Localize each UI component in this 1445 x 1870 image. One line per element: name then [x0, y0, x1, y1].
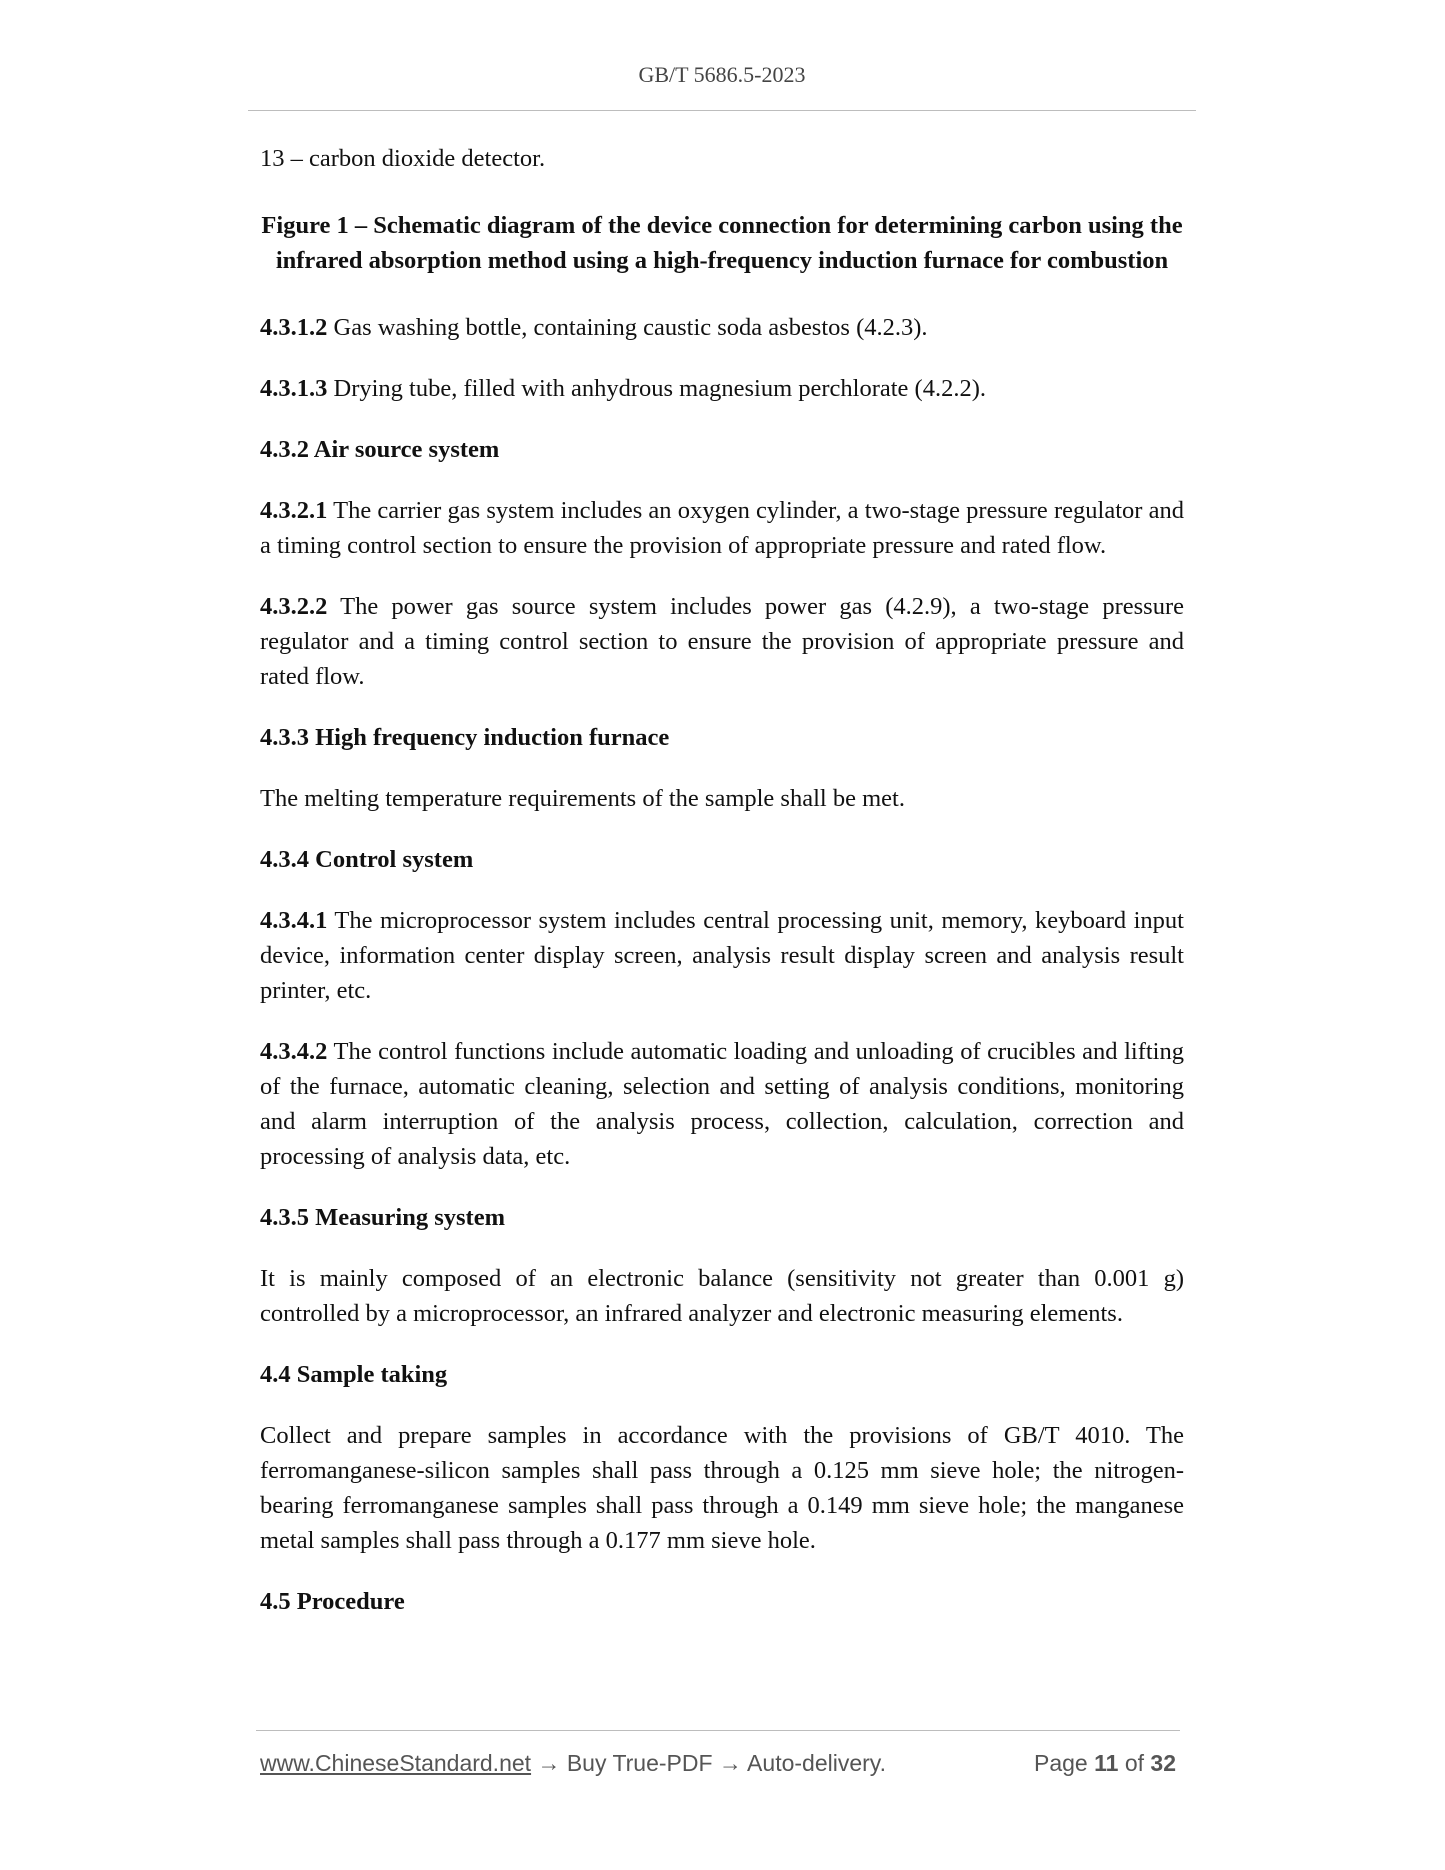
- page-content: [260, 141, 1184, 1645]
- page-total: 32: [1150, 1750, 1176, 1776]
- clause-text: The microprocessor system includes central processing unit, memory, keyboard input device, information center display screen, analysis result display screen and analysis result printer, etc.: [260, 907, 1184, 1004]
- clause-4-3-1-3: [260, 371, 1184, 406]
- figure-legend-item: 13 – carbon dioxide detector.: [260, 145, 546, 172]
- section-heading-4-5: 4.5 Procedure: [260, 1588, 405, 1615]
- clause-number: 4.3.1.2: [260, 314, 328, 341]
- section-heading-4-3-2: 4.3.2 Air source system: [260, 436, 500, 463]
- clause-4-3-2-1: [260, 493, 1184, 563]
- paragraph: It is mainly composed of an electronic balance (sensitivity not greater than 0.001 g) controlled by a microprocessor, an infrared analyzer and electronic measuring elements.: [260, 1265, 1184, 1327]
- section-heading-4-3-5: 4.3.5 Measuring system: [260, 1204, 505, 1231]
- clause-number: 4.3.2.2: [260, 593, 328, 620]
- clause-number: 4.3.4.1: [260, 907, 328, 934]
- section-heading-4-4: 4.4 Sample taking: [260, 1361, 448, 1388]
- paragraph: Collect and prepare samples in accordance with the provisions of GB/T 4010. The ferromanganese-silicon samples shall pass through a 0.125 mm sieve hole; the nitrogen-bearing ferromanganese samples shall pass through a 0.149 mm sieve hole; the manganese metal samples shall pass through a 0.177 mm sieve hole.: [260, 1422, 1184, 1554]
- clause-4-3-4-2: [260, 1034, 1184, 1174]
- header-divider: [248, 110, 1196, 111]
- page-current: 11: [1094, 1750, 1119, 1776]
- page-of: of: [1124, 1750, 1145, 1776]
- section-heading-4-3-4: 4.3.4 Control system: [260, 846, 474, 873]
- promo-text: → Buy True-PDF → Auto-delivery.: [531, 1750, 886, 1776]
- page-label: Page: [1034, 1750, 1088, 1776]
- clause-4-3-4-1: [260, 903, 1184, 1008]
- clause-text: Gas washing bottle, containing caustic soda asbestos (4.2.3).: [333, 314, 928, 341]
- section-heading-4-3-3: 4.3.3 High frequency induction furnace: [260, 724, 670, 751]
- footer-divider: [256, 1730, 1180, 1731]
- paragraph: The melting temperature requirements of the sample shall be met.: [260, 785, 905, 812]
- clause-number: 4.3.4.2: [260, 1038, 328, 1065]
- running-header: GB/T 5686.5-2023: [638, 62, 806, 87]
- clause-text: The power gas source system includes power gas (4.2.9), a two-stage pressure regulator and a timing control section to ensure the provision of appropriate pressure and rated flow.: [260, 593, 1184, 690]
- clause-4-3-2-2: [260, 589, 1184, 694]
- clause-4-3-1-2: [260, 310, 1184, 345]
- figure-caption: Figure 1 – Schematic diagram of the device connection for determining carbon using the infrared absorption method using a high-frequency induction furnace for combustion: [261, 212, 1183, 274]
- clause-text: The control functions include automatic loading and unloading of crucibles and lifting of the furnace, automatic cleaning, selection and setting of analysis conditions, monitoring and alarm interruption of the analysis process, collection, calculation, correction and processing of analysis data, etc.: [260, 1038, 1184, 1170]
- clause-number: 4.3.2.1: [260, 497, 328, 524]
- site-link[interactable]: www.ChineseStandard.net: [260, 1750, 532, 1776]
- clause-text: Drying tube, filled with anhydrous magnesium perchlorate (4.2.2).: [333, 375, 986, 402]
- clause-text: The carrier gas system includes an oxygen cylinder, a two-stage pressure regulator and a timing control section to ensure the provision of appropriate pressure and rated flow.: [260, 497, 1184, 559]
- clause-number: 4.3.1.3: [260, 375, 328, 402]
- page-indicator: [1034, 1750, 1176, 1777]
- page-footer: [260, 1750, 1176, 1777]
